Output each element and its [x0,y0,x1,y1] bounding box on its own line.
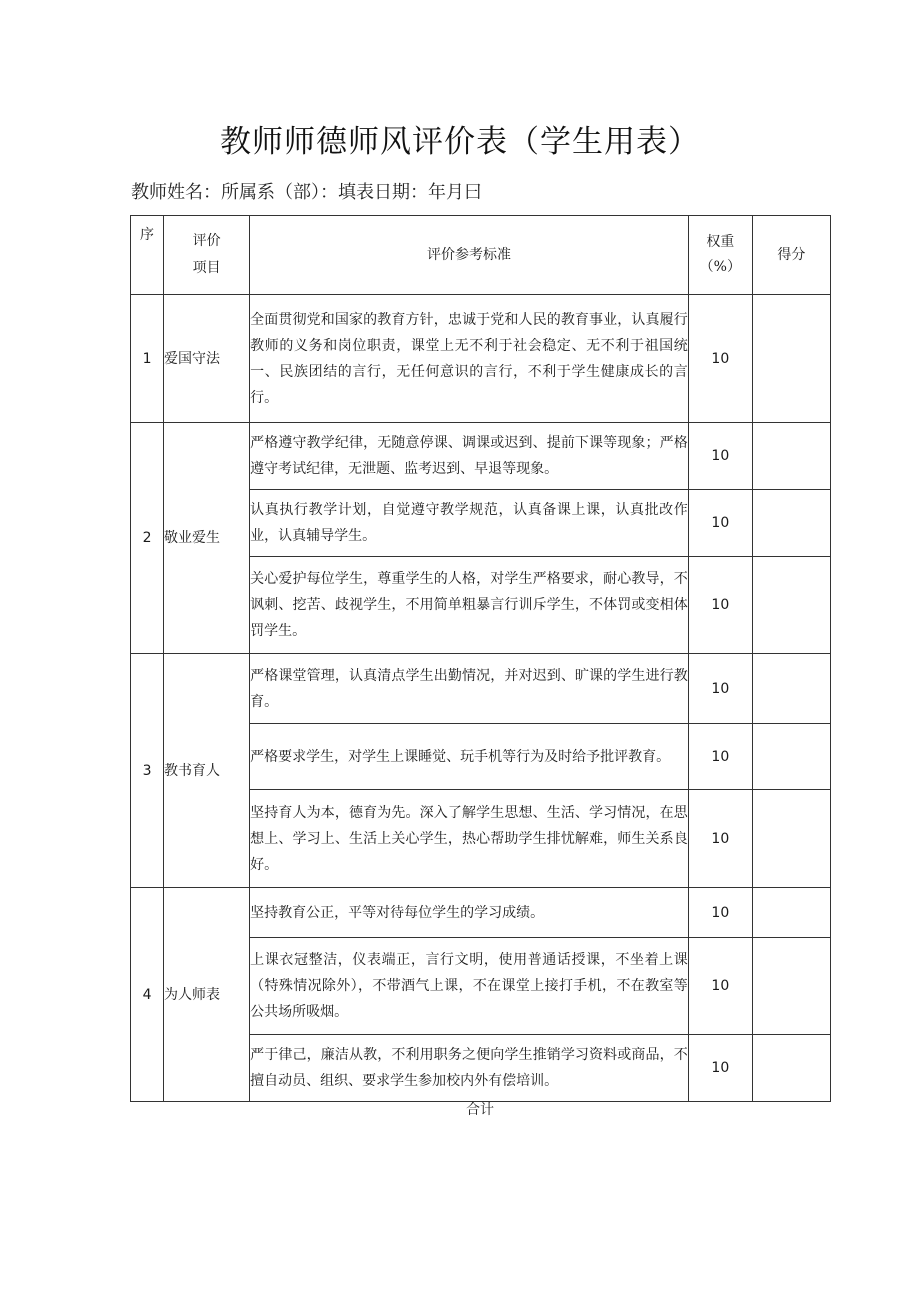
evaluation-table [130,215,831,1102]
standard-cell: 坚持教育公正，平等对待每位学生的学习成绩。 [250,888,689,938]
header-standard: 评价参考标准 [250,216,689,295]
standard-cell: 全面贯彻党和国家的教育方针，忠诚于党和人民的教育事业，认真履行教师的义务和岗位职责，课堂上无不利于社会稳定、无不利于祖国统一、民族团结的言行，无任何意识的言行，不利于学生健康成长的言行。 [250,295,689,423]
page-title: 教师师德师风评价表（学生用表） [220,124,700,160]
header-weight [688,216,752,295]
score-cell[interactable] [752,490,830,557]
score-cell[interactable] [752,938,830,1035]
group-no: 1 [131,295,164,423]
score-cell[interactable] [752,790,830,888]
group-no: 3 [131,654,164,888]
header-item [164,216,250,295]
group-item: 教书育人 [164,654,250,888]
score-cell[interactable] [752,295,830,423]
header-score: 得分 [752,216,830,295]
standard-cell: 上课衣冠整洁，仪表端正，言行文明，使用普通话授课，不坐着上课（特殊情况除外），不带酒气上课，不在课堂上接打手机，不在教室等公共场所吸烟。 [250,938,689,1035]
weight-cell: 10 [688,888,752,938]
group-item: 爱国守法 [164,295,250,423]
standard-cell: 严格要求学生，对学生上课睡觉、玩手机等行为及时给予批评教育。 [250,724,689,790]
table-header-row [131,216,831,295]
weight-cell: 10 [688,938,752,1035]
weight-cell: 10 [688,557,752,654]
table-row [131,888,831,938]
score-cell[interactable] [752,1035,830,1102]
group-item: 为人师表 [164,888,250,1102]
table-row [131,423,831,490]
standard-cell: 坚持育人为本，德育为先。深入了解学生思想、生活、学习情况，在思想上、学习上、生活上关心学生，热心帮助学生排忧解难，师生关系良好。 [250,790,689,888]
total-label: 合计 [466,1102,494,1118]
weight-cell: 10 [688,790,752,888]
group-no: 2 [131,423,164,654]
standard-cell: 严格课堂管理，认真清点学生出勤情况，并对迟到、旷课的学生进行教育。 [250,654,689,724]
standard-cell: 严于律己，廉洁从教，不利用职务之便向学生推销学习资料或商品，不擅自动员、组织、要求学生参加校内外有偿培训。 [250,1035,689,1102]
header-item-line2: 项目 [192,260,221,276]
standard-cell: 严格遵守教学纪律，无随意停课、调课或迟到、提前下课等现象；严格遵守考试纪律，无泄题、监考迟到、早退等现象。 [250,423,689,490]
weight-cell: 10 [688,654,752,724]
header-item-line1: 评价 [192,233,221,249]
header-weight-line2: （%） [699,259,741,275]
group-no: 4 [131,888,164,1102]
standard-cell: 认真执行教学计划，自觉遵守教学规范，认真备课上课，认真批改作业，认真辅导学生。 [250,490,689,557]
weight-cell: 10 [688,490,752,557]
score-cell[interactable] [752,557,830,654]
weight-cell: 10 [688,724,752,790]
header-weight-line1: 权重 [706,234,735,250]
weight-cell: 10 [688,1035,752,1102]
standard-cell: 关心爱护每位学生，尊重学生的人格，对学生严格要求，耐心教导，不讽刺、挖苦、歧视学生，不用简单粗暴言行训斥学生，不体罚或变相体罚学生。 [250,557,689,654]
form-info-line: 教师姓名：所属系（部）：填表日期：年月曰 [131,182,482,203]
score-cell[interactable] [752,724,830,790]
score-cell[interactable] [752,888,830,938]
score-cell[interactable] [752,654,830,724]
weight-cell: 10 [688,295,752,423]
table-row [131,295,831,423]
header-no: 序 [131,216,164,295]
score-cell[interactable] [752,423,830,490]
weight-cell: 10 [688,423,752,490]
table-row [131,654,831,724]
group-item: 敬业爱生 [164,423,250,654]
